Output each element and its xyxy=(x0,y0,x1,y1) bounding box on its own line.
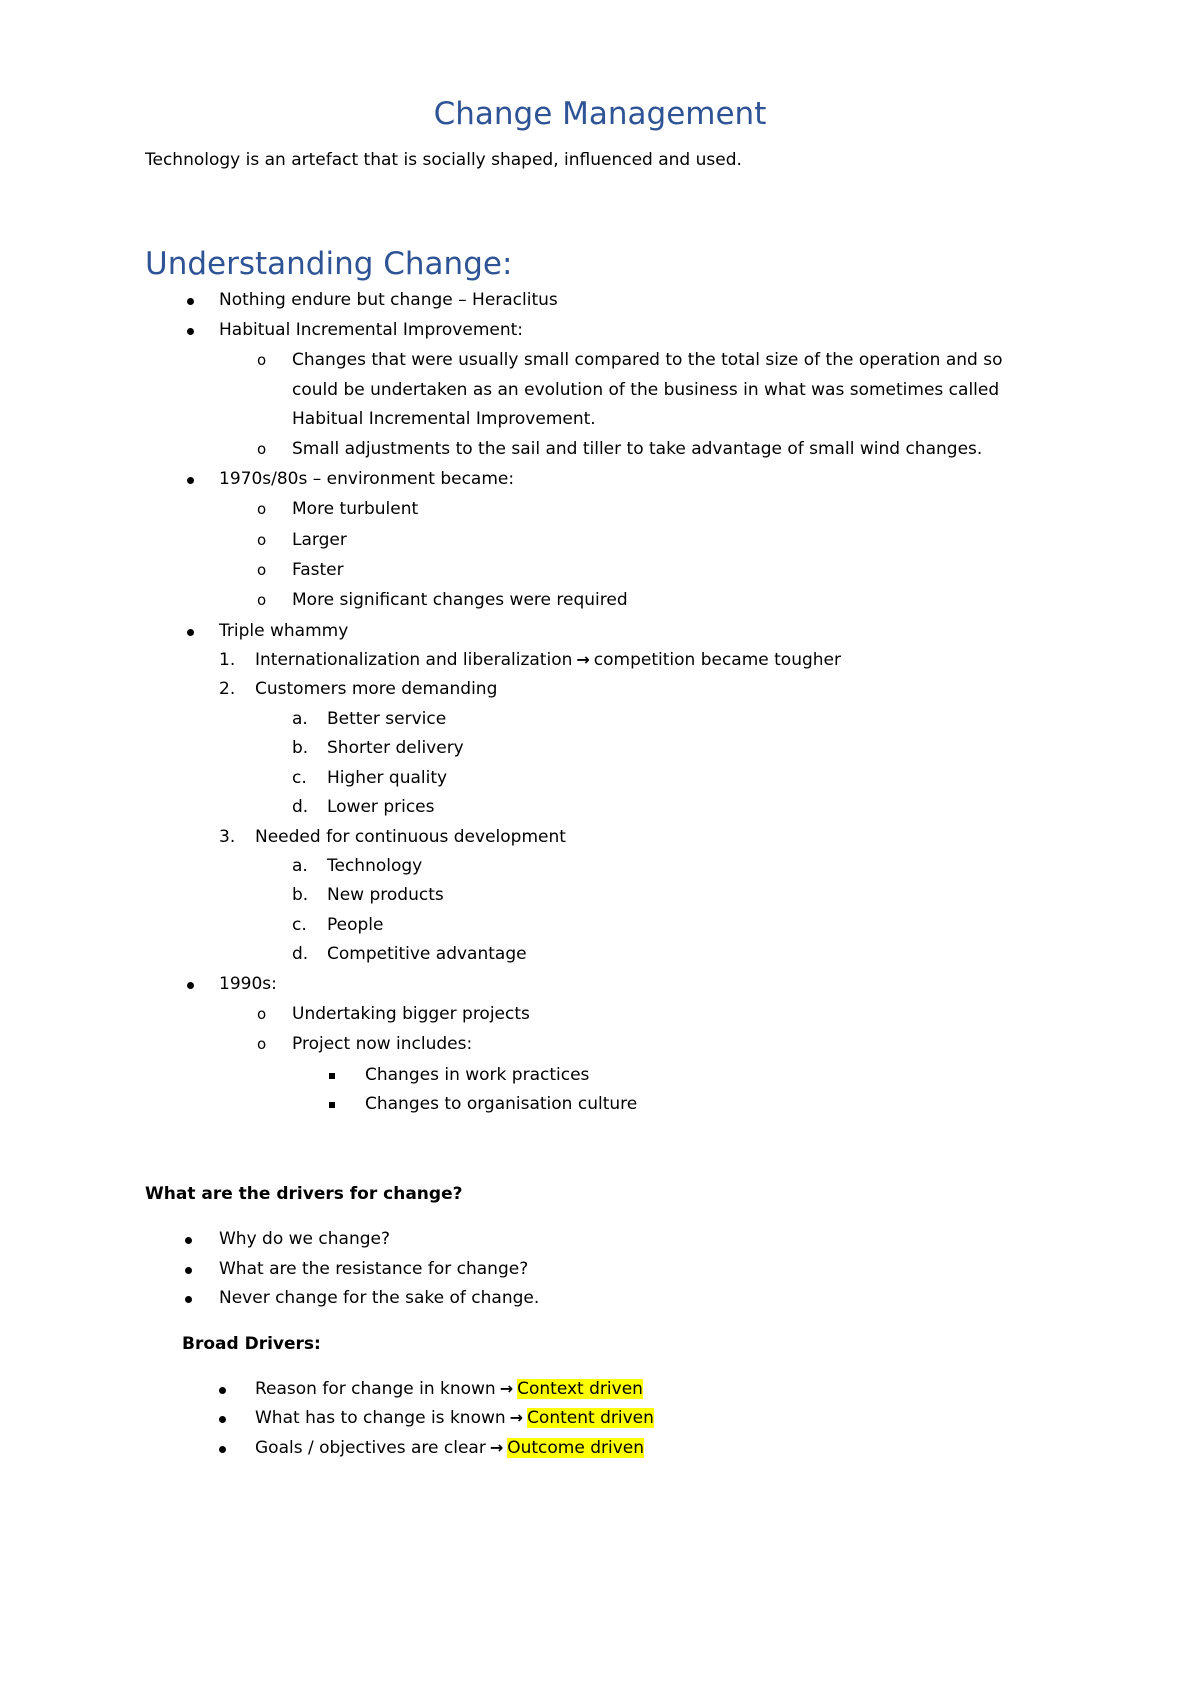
document-title: Change Management xyxy=(433,96,767,132)
circle-bullet: o xyxy=(257,561,267,579)
list-number: 1. xyxy=(219,650,236,670)
list-item: Triple whammy xyxy=(219,621,349,641)
list-item: New products xyxy=(327,885,444,905)
circle-bullet: o xyxy=(257,1035,267,1053)
list-item: Why do we change? xyxy=(219,1229,390,1249)
list-item: Small adjustments to the sail and tiller to take advantage of small wind changes. xyxy=(292,439,983,459)
bullet-dot xyxy=(187,298,194,305)
list-item-text: Reason for change in known xyxy=(255,1379,496,1399)
square-bullet xyxy=(329,1073,335,1079)
bullet-dot xyxy=(187,629,194,636)
circle-bullet: o xyxy=(257,351,267,369)
list-letter: d. xyxy=(292,797,309,817)
bullet-dot xyxy=(219,1416,226,1423)
list-item: Habitual Incremental Improvement: xyxy=(219,320,523,340)
arrow-right-icon: → xyxy=(509,1408,524,1427)
list-item: Better service xyxy=(327,709,447,729)
list-item: Shorter delivery xyxy=(327,738,464,758)
bullet-dot xyxy=(219,1387,226,1394)
bullet-dot xyxy=(185,1296,192,1303)
list-letter: a. xyxy=(292,856,308,876)
list-item-text: What has to change is known xyxy=(255,1408,506,1428)
list-letter: b. xyxy=(292,885,309,905)
list-item: Never change for the sake of change. xyxy=(219,1288,540,1308)
list-item-continuation: could be undertaken as an evolution of the business in what was sometimes called xyxy=(292,380,1000,400)
arrow-right-icon: → xyxy=(489,1438,504,1457)
list-item-continuation: Habitual Incremental Improvement. xyxy=(292,409,596,429)
bullet-dot xyxy=(185,1267,192,1274)
list-letter: a. xyxy=(292,709,308,729)
bullet-dot xyxy=(187,982,194,989)
list-item xyxy=(255,1377,643,1401)
list-item: Project now includes: xyxy=(292,1034,473,1054)
list-letter: c. xyxy=(292,768,307,788)
list-item: More turbulent xyxy=(292,499,419,519)
list-item xyxy=(255,648,841,672)
bullet-dot xyxy=(219,1446,226,1453)
list-letter: d. xyxy=(292,944,309,964)
bullet-dot xyxy=(187,477,194,484)
list-item xyxy=(255,1406,654,1430)
list-letter: c. xyxy=(292,915,307,935)
highlighted-text: Content driven xyxy=(527,1408,654,1428)
section-heading: Understanding Change: xyxy=(145,246,513,282)
list-item: Changes to organisation culture xyxy=(365,1094,638,1114)
list-item-text: competition became tougher xyxy=(593,650,841,670)
list-item: 1970s/80s – environment became: xyxy=(219,469,515,489)
list-item: Competitive advantage xyxy=(327,944,527,964)
intro-text: Technology is an artefact that is socially shaped, influenced and used. xyxy=(145,150,742,170)
circle-bullet: o xyxy=(257,500,267,518)
list-item: 1990s: xyxy=(219,974,277,994)
circle-bullet: o xyxy=(257,1005,267,1023)
list-item: Changes in work practices xyxy=(365,1065,590,1085)
drivers-heading: What are the drivers for change? xyxy=(145,1184,463,1204)
arrow-right-icon: → xyxy=(499,1379,514,1398)
highlighted-text: Context driven xyxy=(517,1379,643,1399)
list-item-text: Goals / objectives are clear xyxy=(255,1438,486,1458)
list-item-text: Internationalization and liberalization xyxy=(255,650,573,670)
circle-bullet: o xyxy=(257,531,267,549)
list-item xyxy=(255,1436,644,1460)
list-number: 2. xyxy=(219,679,236,699)
list-item: Needed for continuous development xyxy=(255,827,566,847)
list-number: 3. xyxy=(219,827,236,847)
square-bullet xyxy=(329,1102,335,1108)
list-item: Technology xyxy=(327,856,423,876)
list-letter: b. xyxy=(292,738,309,758)
circle-bullet: o xyxy=(257,591,267,609)
list-item: Nothing endure but change – Heraclitus xyxy=(219,290,558,310)
list-item: People xyxy=(327,915,384,935)
broad-drivers-heading: Broad Drivers: xyxy=(182,1334,321,1354)
list-item: Lower prices xyxy=(327,797,435,817)
list-item: Changes that were usually small compared to the total size of the operation and so xyxy=(292,350,1003,370)
list-item: Higher quality xyxy=(327,768,448,788)
list-item: More significant changes were required xyxy=(292,590,628,610)
list-item: Customers more demanding xyxy=(255,679,498,699)
bullet-dot xyxy=(185,1237,192,1244)
list-item: What are the resistance for change? xyxy=(219,1259,529,1279)
list-item: Faster xyxy=(292,560,344,580)
circle-bullet: o xyxy=(257,440,267,458)
bullet-dot xyxy=(187,328,194,335)
list-item: Undertaking bigger projects xyxy=(292,1004,530,1024)
highlighted-text: Outcome driven xyxy=(507,1438,645,1458)
arrow-right-icon: → xyxy=(576,650,590,669)
list-item: Larger xyxy=(292,530,347,550)
